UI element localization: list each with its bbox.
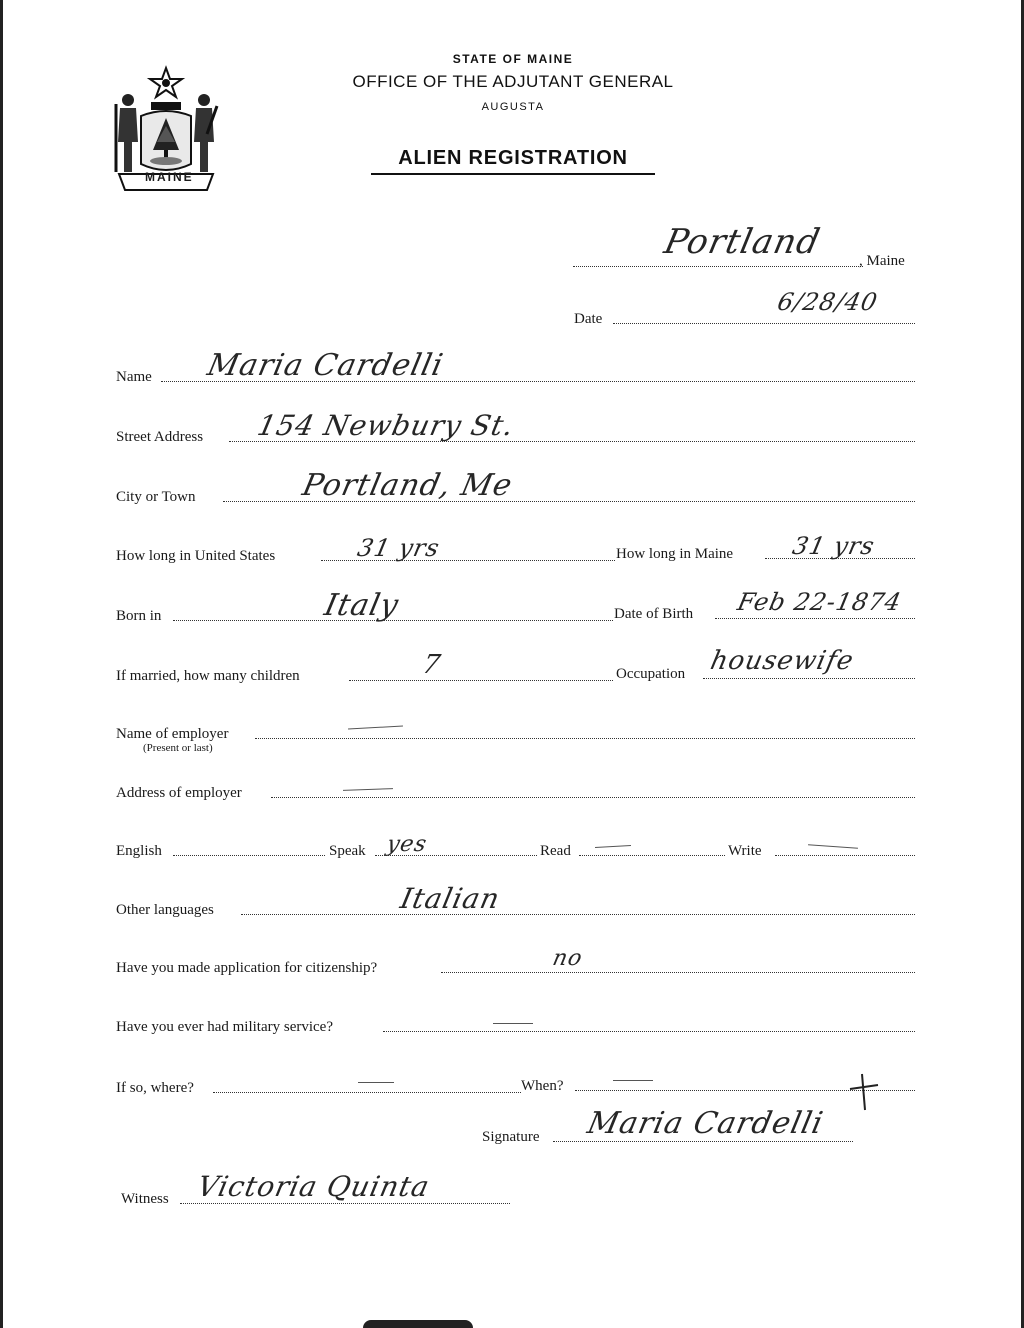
signature-value: Maria Cardelli [584,1106,827,1141]
seal-text: MAINE [145,170,194,184]
read-line [579,855,725,856]
employer-address-line [271,797,915,798]
english-line [173,855,325,856]
military-label: Have you ever had military service? [116,1019,333,1035]
born-in-label: Born in [116,608,162,624]
employer-name-sublabel: (Present or last) [143,742,213,754]
employer-name-dash [348,726,403,730]
name-value: Maria Cardelli [204,348,447,383]
born-in-value: Italy [321,588,403,623]
write-dash [808,844,858,848]
date-of-birth-value: Feb 22-1874 [735,588,905,616]
date-of-birth-line [715,618,915,619]
occupation-line [703,678,915,679]
place-line [573,266,863,267]
employer-name-line [255,738,915,739]
witness-line [180,1203,510,1204]
where-line [213,1092,521,1093]
speak-value: yes [384,832,430,857]
other-languages-value: Italian [397,882,504,915]
signature-label: Signature [482,1129,540,1145]
scan-edge-mark [363,1320,473,1328]
where-dash [358,1082,394,1083]
citizenship-label: Have you made application for citizenship? [116,960,378,976]
speak-label: Speak [329,843,366,859]
city-value: Portland, Me [299,468,516,503]
other-languages-line [241,914,915,915]
form-title: ALIEN REGISTRATION [371,147,655,175]
when-dash [613,1080,653,1081]
children-label: If married, how many children [116,668,300,684]
occupation-value: housewife [707,646,857,676]
read-label: Read [540,843,571,859]
street-address-value: 154 Newbury St. [254,409,518,442]
citizenship-value: no [550,946,586,971]
children-line [349,680,613,681]
how-long-us-value: 31 yrs [355,534,443,562]
other-languages-label: Other languages [116,902,214,918]
read-dash [595,845,631,848]
date-line [613,323,915,324]
signature-cross-mark [848,1072,880,1112]
city-label: City or Town [116,489,196,505]
employer-name-label: Name of employer [116,726,229,742]
witness-value: Victoria Quinta [194,1170,433,1203]
date-value: 6/28/40 [775,288,881,316]
write-line [775,855,915,856]
signature-line [553,1141,853,1142]
date-of-birth-label: Date of Birth [614,606,694,622]
witness-label: Witness [121,1191,169,1207]
place-suffix: , Maine [859,253,905,269]
military-line [383,1031,915,1032]
military-dash [493,1023,533,1024]
how-long-maine-value: 31 yrs [790,532,878,560]
header-state: STATE OF MAINE [452,52,574,66]
date-label: Date [574,311,603,327]
header-city: AUGUSTA [481,101,545,113]
citizenship-line [441,972,915,973]
street-address-label: Street Address [116,429,204,445]
children-value: 7 [419,650,444,680]
when-label: When? [521,1078,564,1094]
english-label: English [116,843,162,859]
employer-address-dash [343,788,393,791]
how-long-us-label: How long in United States [116,548,276,564]
employer-address-label: Address of employer [116,785,242,801]
how-long-maine-label: How long in Maine [616,546,734,562]
header-office: OFFICE OF THE ADJUTANT GENERAL [352,72,674,91]
name-label: Name [116,369,152,385]
write-label: Write [728,843,762,859]
where-label: If so, where? [116,1080,194,1096]
place-value: Portland [660,222,824,262]
occupation-label: Occupation [616,666,686,682]
